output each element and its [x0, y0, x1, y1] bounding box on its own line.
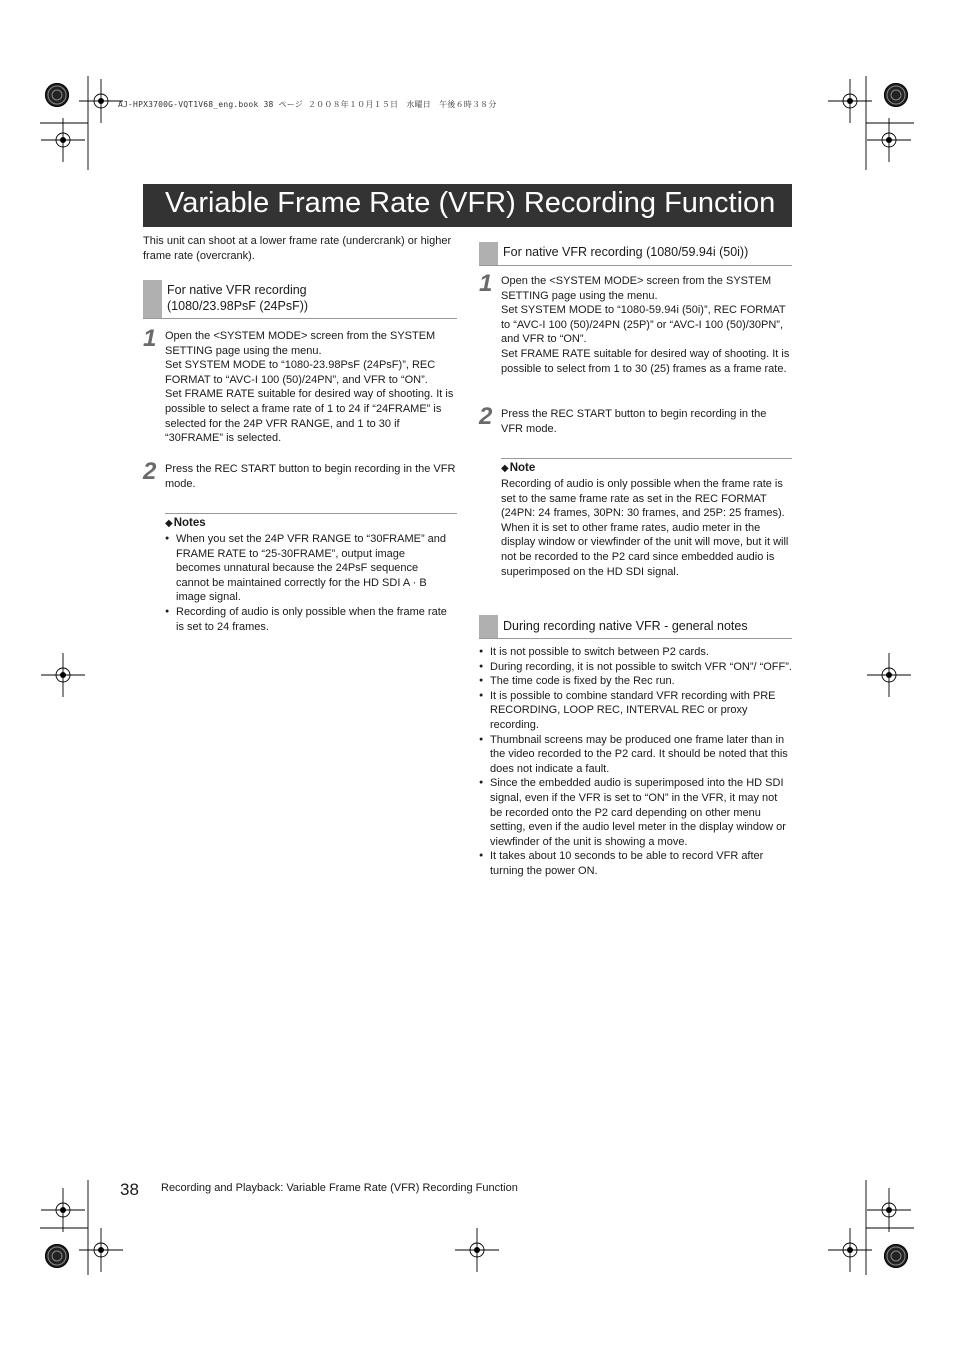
step-number: 1 — [143, 325, 157, 352]
section-title: During recording native VFR - general notes — [503, 619, 748, 633]
print-info: AJ-HPX3700G-VQT1V68_eng.book 38 ページ ２００８年１０月１５日 水曜日 午後６時３８分 — [118, 100, 497, 109]
page-title: Variable Frame Rate (VFR) Recording Function — [165, 187, 776, 219]
step-body — [501, 407, 791, 436]
section-bar — [143, 280, 162, 318]
note-title: Note — [509, 462, 536, 474]
diamond-icon: ◆ — [165, 518, 173, 529]
list-item: ● When you set the 24P VFR RANGE to “30FRAME” and FRAME RATE to “25-30FRAME”, output image becomes unnatural because the 24PsF sequence cannot be maintained correctly for the HD SDI A · B image signal. — [165, 532, 449, 605]
step-body — [165, 462, 457, 491]
step-number: 2 — [143, 458, 157, 485]
step-text: Press the REC START button to begin recording in the VFR mode. — [165, 463, 456, 490]
section-title — [167, 282, 308, 314]
list-item: ● It is possible to combine standard VFR recording with PRE RECORDING, LOOP REC, INTERVAL REC or proxy recording. — [479, 689, 792, 733]
note-heading — [501, 458, 792, 474]
list-item: ● Recording of audio is only possible when the frame rate is set to 24 frames. — [165, 605, 449, 634]
section-header-2398psf — [143, 280, 457, 319]
notes-title: Notes — [173, 517, 206, 529]
note-text: Recording of audio is only possible when the frame rate is set to the same frame rate as set in the REC FORMAT (24PN: 24 frames, 30PN: 30 frames, and 25P: 25 frames). — [501, 478, 785, 520]
step-text: Set SYSTEM MODE to “1080-59.94i (50i)”, REC FORMAT to “AVC-I 100 (50)/24PN (25P)” or “AVC-I 100 (50)/30PN”, and VFR to “ON”. — [501, 304, 786, 346]
section-title: For native VFR recording (1080/59.94i (50i)) — [503, 245, 749, 259]
note-text: When it is set to other frame rates, audio meter in the display window or viewfinder of the unit will move, but it will not be recorded to the P2 card since embedded audio is superimposed on the HD SDI signal. — [501, 521, 789, 578]
diamond-icon: ◆ — [501, 463, 509, 474]
list-item: ● Thumbnail screens may be produced one frame later than in the video recorded to the P2 card. It should be noted that this does not indicate a fault. — [479, 733, 792, 777]
footer-text: Recording and Playback: Variable Frame Rate (VFR) Recording Function — [161, 1182, 518, 1194]
intro-text: This unit can shoot at a lower frame rate (undercrank) or higher frame rate (overcrank). — [143, 235, 452, 262]
step-text: Open the <SYSTEM MODE> screen from the SYSTEM SETTING page using the menu. — [165, 330, 436, 357]
step-number: 1 — [479, 270, 493, 297]
step-text: Set FRAME RATE suitable for desired way of shooting. It is possible to select a frame rate of 1 to 24 if “24FRAME” is selected for the 24P VFR RANGE, and 1 to 30 if “30FRAME” is selected. — [165, 388, 454, 445]
step-body — [165, 329, 457, 446]
section-bar — [479, 242, 498, 265]
list-item: ● It is not possible to switch between P2 cards. — [479, 645, 792, 660]
title-bar — [143, 184, 792, 227]
step-text: Set SYSTEM MODE to “1080-23.98PsF (24PsF)”, REC FORMAT to “AVC-I 100 (50)/24PN”, and VFR to “ON”. — [165, 359, 436, 386]
step-text: Open the <SYSTEM MODE> screen from the SYSTEM SETTING page using the menu. — [501, 275, 772, 302]
section-bar — [479, 615, 498, 638]
section-title-line1: For native VFR recording — [167, 283, 307, 297]
section-title-line2: (1080/23.98PsF (24PsF)) — [167, 299, 309, 313]
notes-list — [165, 532, 449, 634]
step-number: 2 — [479, 403, 493, 430]
list-item: ● During recording, it is not possible to switch VFR “ON”/ “OFF”. — [479, 660, 792, 675]
step-text: Press the REC START button to begin recording in the VFR mode. — [501, 408, 767, 435]
step-body — [501, 274, 791, 376]
note-body — [501, 477, 792, 579]
page-number: 38 — [120, 1180, 139, 1199]
section-header-general-notes — [479, 615, 792, 639]
list-item: ● The time code is fixed by the Rec run. — [479, 674, 792, 689]
step-text: Set FRAME RATE suitable for desired way of shooting. It is possible to select from 1 to 30 (25) frames as a frame rate. — [501, 347, 790, 375]
list-item: ● It takes about 10 seconds to be able to record VFR after turning the power ON. — [479, 849, 792, 878]
general-notes-list — [479, 645, 792, 879]
section-header-5994i — [479, 242, 792, 266]
notes-heading — [165, 513, 457, 529]
list-item: ● Since the embedded audio is superimposed into the HD SDI signal, even if the VFR is set to “ON” in the VFR, it may not be recorded onto the P2 card depending on other menu setting, even if the audio level meter in the display window or viewfinder of the unit is showing a move. — [479, 776, 792, 849]
